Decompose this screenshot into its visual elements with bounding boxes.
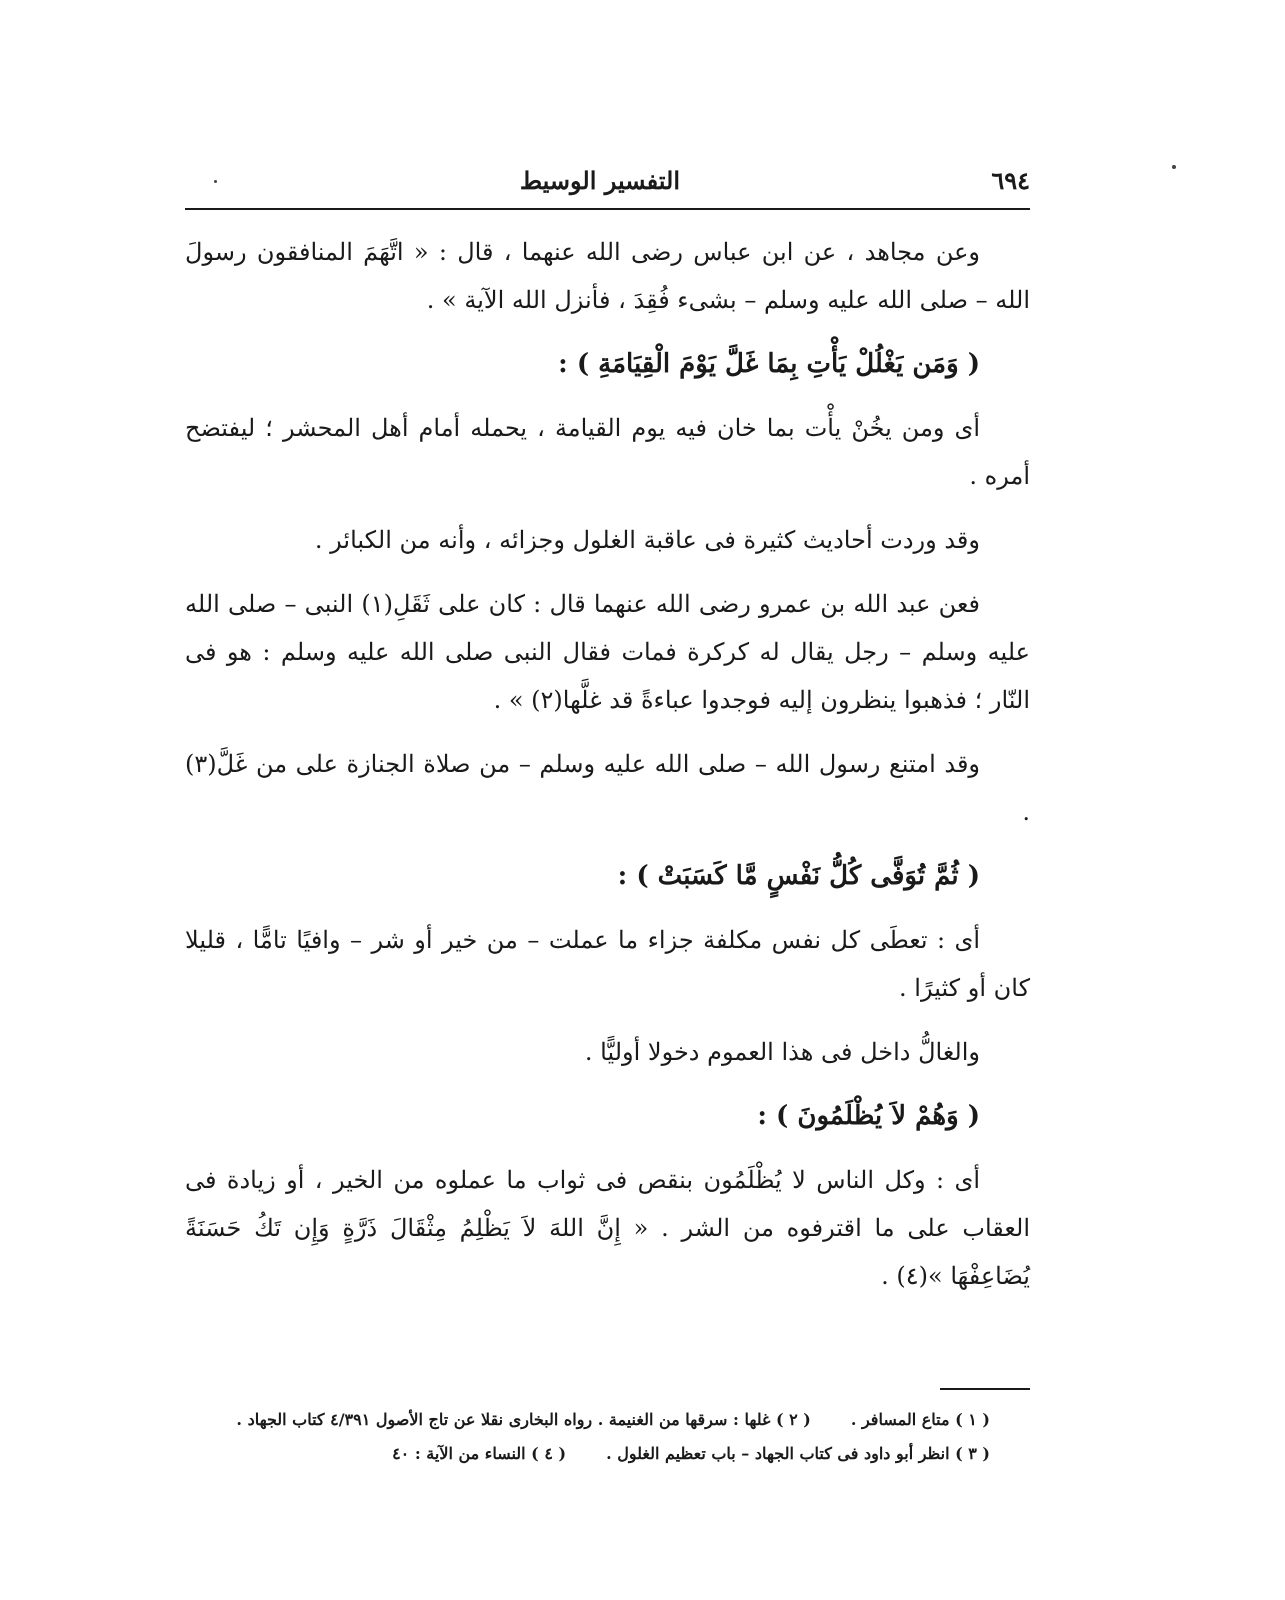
body-text [185,228,1030,1316]
running-title: التفسير الوسيط [519,166,680,195]
scan-speck [1172,165,1176,169]
quran-verse: ( ثُمَّ تُوَفَّى كُلُّ نَفْسٍ مَّا كَسَبَتْ ) : [617,861,980,891]
page-number: ٦٩٤ [991,166,1030,195]
footnote: ( ٢ ) غلها : سرقها من الغنيمة . رواه البخارى نقلا عن تاج الأصول ٤/٣٩١ كتاب الجهاد . [236,1410,811,1429]
footnote-line [185,1403,1030,1437]
paragraph: فعن عبد الله بن عمرو رضى الله عنهما قال : كان على ثَقَلِ(١) النبى – صلى الله عليه وسلم – رجل يقال له كركرة فمات فقال النبى صلى الله عليه وسلم : هو فى النّار ؛ فذهبوا ينظرون إليه فوجدوا عباءةً قد غلَّها(٢) » . [185,590,1030,714]
paragraph: وعن مجاهد ، عن ابن عباس رضى الله عنهما ، قال : « اتَّهَمَ المنافقون رسولَ الله – صلى الله عليه وسلم – بشىء فُقِدَ ، فأنزل الله الآية » . [185,238,1030,314]
paragraph: والغالُّ داخل فى هذا العموم دخولا أوليًّا . [584,1038,980,1066]
footnote: ( ٤ ) النساء من الآية : ٤٠ [392,1444,567,1463]
scan-speck [214,180,217,183]
footnote-rule [940,1388,1030,1390]
footnote: ( ١ ) متاع المسافر . [850,1410,990,1429]
quran-verse: ( وَهُمْ لاَ يُظْلَمُونَ ) : [757,1101,980,1131]
header-rule [185,208,1030,210]
paragraph: أى ومن يخُنْ يأْت بما خان فيه يوم القيامة ، يحمله أمام أهل المحشر ؛ ليفتضح أمره . [185,414,1030,490]
footnote: ( ٣ ) انظر أبو داود فى كتاب الجهاد – باب تعظيم الغلول . [606,1444,990,1463]
footnote-line [185,1437,1030,1471]
page-header [185,160,1030,208]
paragraph: وقد امتنع رسول الله – صلى الله عليه وسلم – من صلاة الجنازة على من غَلَّ(٣) . [185,750,1030,826]
paragraph: أى : تعطَى كل نفس مكلفة جزاء ما عملت – من خير أو شر – وافيًا تامًّا ، قليلا كان أو كثيرًا . [185,926,1030,1002]
paragraph: وقد وردت أحاديث كثيرة فى عاقبة الغلول وجزائه ، وأنه من الكبائر . [314,526,980,554]
paragraph: أى : وكل الناس لا يُظْلَمُون بنقص فى ثواب ما عملوه من الخير ، أو زيادة فى العقاب على ما اقترفوه من الشر . « إِنَّ اللهَ لاَ يَظْلِمُ مِثْقَالَ ذَرَّةٍ وَإِن تَكُ حَسَنَةً يُضَاعِفْهَا »(٤) . [185,1166,1030,1290]
footnotes [185,1403,1030,1471]
quran-verse: ( وَمَن يَغْلُلْ يَأْتِ بِمَا غَلَّ يَوْمَ الْقِيَامَةِ ) : [558,349,980,379]
